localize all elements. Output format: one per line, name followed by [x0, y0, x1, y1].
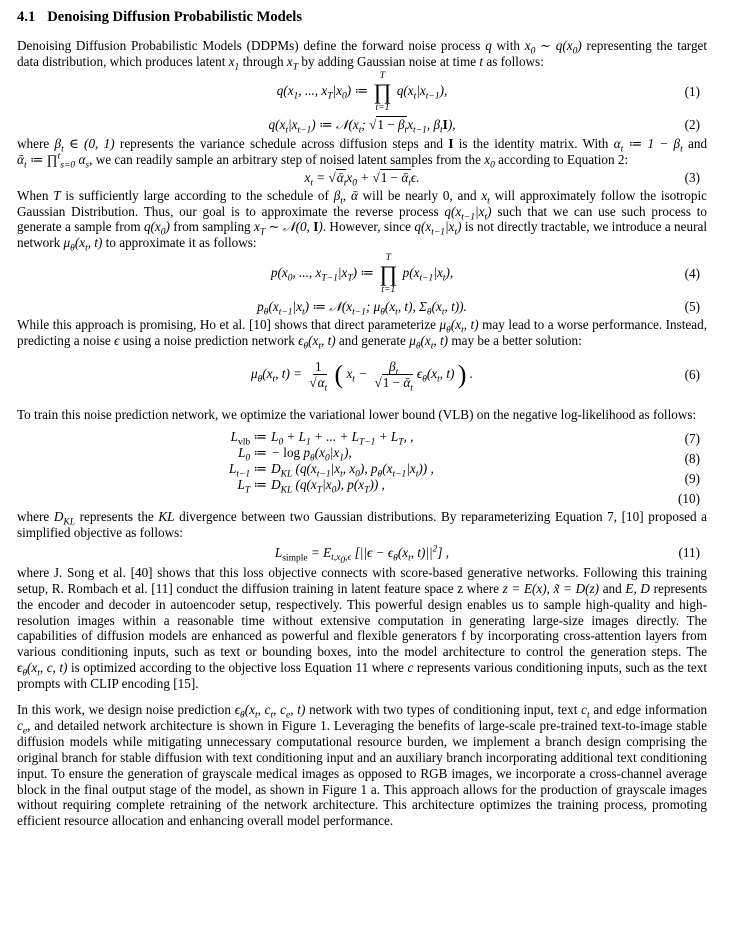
paragraph-our-design: In this work, we design noise prediction $\epsilon_\theta(x_t$, $c_t$, $c_e$, t) network with two types of conditioning input, text $c_t$ and edge information $c_e$, and detailed network architecture is shown in Figure 1. Leveraging the benefits of large-scale pre-trained text-to-image stable diffusion models while mitigating unnecessary computational resource burden, we implement a branch design comprising the original branch for stable diffusion with text conditioning input and an auxiliary branch incorporating additional text conditioning input. To ensure the generation of grayscale medical images as opposed to RGB images, we incorporate a cross-channel average block in the final output stage of the model, as shown in Figure 1 a. This approach allows for the production of grayscale images without requiring complete retraining of the network architecture. This architecture optimizes the training process, promoting efficient resource allocation and enhancing overall model performance.	[17, 702, 708, 829]
paragraph-reverse-process: When T is sufficiently large according to the schedule of $\beta_t$, ᾱ will be nearly 0, and $x_t$ will approximately follow the isotropic Gaussian Distribution. Thus, our goal is to approximate the reverse process $q(x_{t-1}|x_t)$ such that we can use such process to generate a sample from $q(x_0)$ from sampling $x_T$ ∼ 𝒩(0, I). However, since $q(x_{t-1}|x_t)$ is not directly tractable, we introduce a neural network $\mu_\theta(x_t$, t) to approximate it as follows:	[17, 187, 708, 254]
paper-page	[17, 8, 707, 829]
equation-11: $L_{simple} = E_{t,x_0,\epsilon}$ [$||\epsilon - \epsilon_\theta(x_t$, $t)||^2$] , (11)	[274, 544, 700, 567]
equation-6: $\mu_\theta(x_t$, t) = $\frac{1}{√\alpha_t}$ ( $x_t$ − $\frac{\beta_t}{√1 - ᾱ_t}$ $\epsilon_\theta(x_t$, t) ) . (6)	[251, 359, 700, 394]
equation-2: $q(x_t|x_{t-1})$ ≔ $𝒩(x_t$; $√1 - \beta_tx_{t-1}$, $\beta_tI$), (2)	[268, 116, 700, 136]
paragraph-kl: where $D_{KL}$ represents the KL divergence between two Gaussian distributions. By reparameterizing Equation 7, [10] proposed a simplified objective as follows:	[17, 508, 708, 540]
paragraph-latent-diffusion: where J. Song et al. [40] shows that this loss objective connects with score-based generative networks. Following this training setup, R. Rombach et al. [11] conduct the diffusion training in latent feature space z where z = E(x), x̃ = D(z) and E, D represents the encoder and decoder in autoencoder setup, respectively. This powerful design enables us to sample high-quality and high-resolution images within a reasonable time without extensive computation in generating large-size images directly. The capabilities of diffusion models are enhanced as powerful and flexible generators f by incorporating cross-attention layers from various conditioning inputs, such as text or bounding boxes, into the model architecture to control the generation steps. The $\epsilon_\theta(x_t$, c, t) is optimized according to the objective loss Equation 11 where c represents various conditioning inputs, such as the text prompts with CLIP encoding [15].	[17, 564, 708, 692]
section-title: Denoising Diffusion Probabilistic Models	[47, 9, 302, 25]
equation-5: $p_\theta(x_{t-1}|x_t)$ ≔ $𝒩(x_{t-1}$; $\mu_\theta(x_t$, t), $\Sigma_\theta(x_t$, t)). (5)	[257, 299, 700, 318]
paragraph-variance-schedule: where $\beta_t$ ∈ (0, 1) represents the variance schedule across diffusion steps and I is the identity matrix. With $\alpha_t$ ≔ $1 - \beta_t$ and ᾱ$_t$ ≔ ∏$^t_{s=0}$ $\alpha_s$, we can readily sample an arbitrary step of noised latent samples from the $x_0$ according to Equation 2:	[17, 135, 708, 171]
section-heading	[17, 8, 707, 26]
paragraph-vlb: To train this noise prediction network, we optimize the variational lower bound (VLB) on the negative log-likelihood as follows:	[17, 407, 697, 423]
paragraph-ddpm-intro: Denoising Diffusion Probabilistic Models (DDPMs) define the forward noise process q with $x_0$ ∼ $q(x_0)$ representing the target data distribution, which produces latent $x_1$ through $x_T$ by adding Gaussian noise at time t as follows:	[17, 38, 708, 73]
equations-7-10: $L_{vlb}$ ≔ $L_0 + L_1$ + ... + $L_{T-1} + L_T$, , $L_0$ ≔ − $\log p_\theta(x_0|x_1)$, $L_{t-1}$ ≔ $D_{KL}$ ($q(x_{t-1}|x_t$, $x_0$), $p_\theta(x_{t-1}|x_t)$) , $L_T$ ≔ $D_{KL}$ ($q(x_T|x_0)$, $p(x_T)$) , (7) (8) (9) (10)	[229, 428, 700, 506]
paragraph-noise-prediction: While this approach is promising, Ho et al. [10] shows that direct parameterize $\mu_\theta(x_t$, t) may lead to a worse performance. Instead, predicting a noise ϵ using a noise prediction network $\epsilon_\theta(x_t$, t) and generate $\mu_\theta(x_t$, t) may be a better solution:	[17, 317, 708, 352]
equation-3: $x_t$ = $√ᾱ_tx_0 + √1$ − ᾱ$_t$ϵ. (3)	[304, 169, 700, 189]
equation-4: $p(x_0$, ..., $x_{T-1}|x_T$) ≔ T ∏ t=1 $p(x_{t-1}|x_t)$, (4)	[270, 253, 700, 296]
section-number: 4.1	[17, 9, 36, 25]
equation-1: $q(x_1$, ..., $x_T|x_0$) ≔ T ∏ t=1 $q(x_t|x_{t-1})$, (1)	[276, 70, 700, 113]
